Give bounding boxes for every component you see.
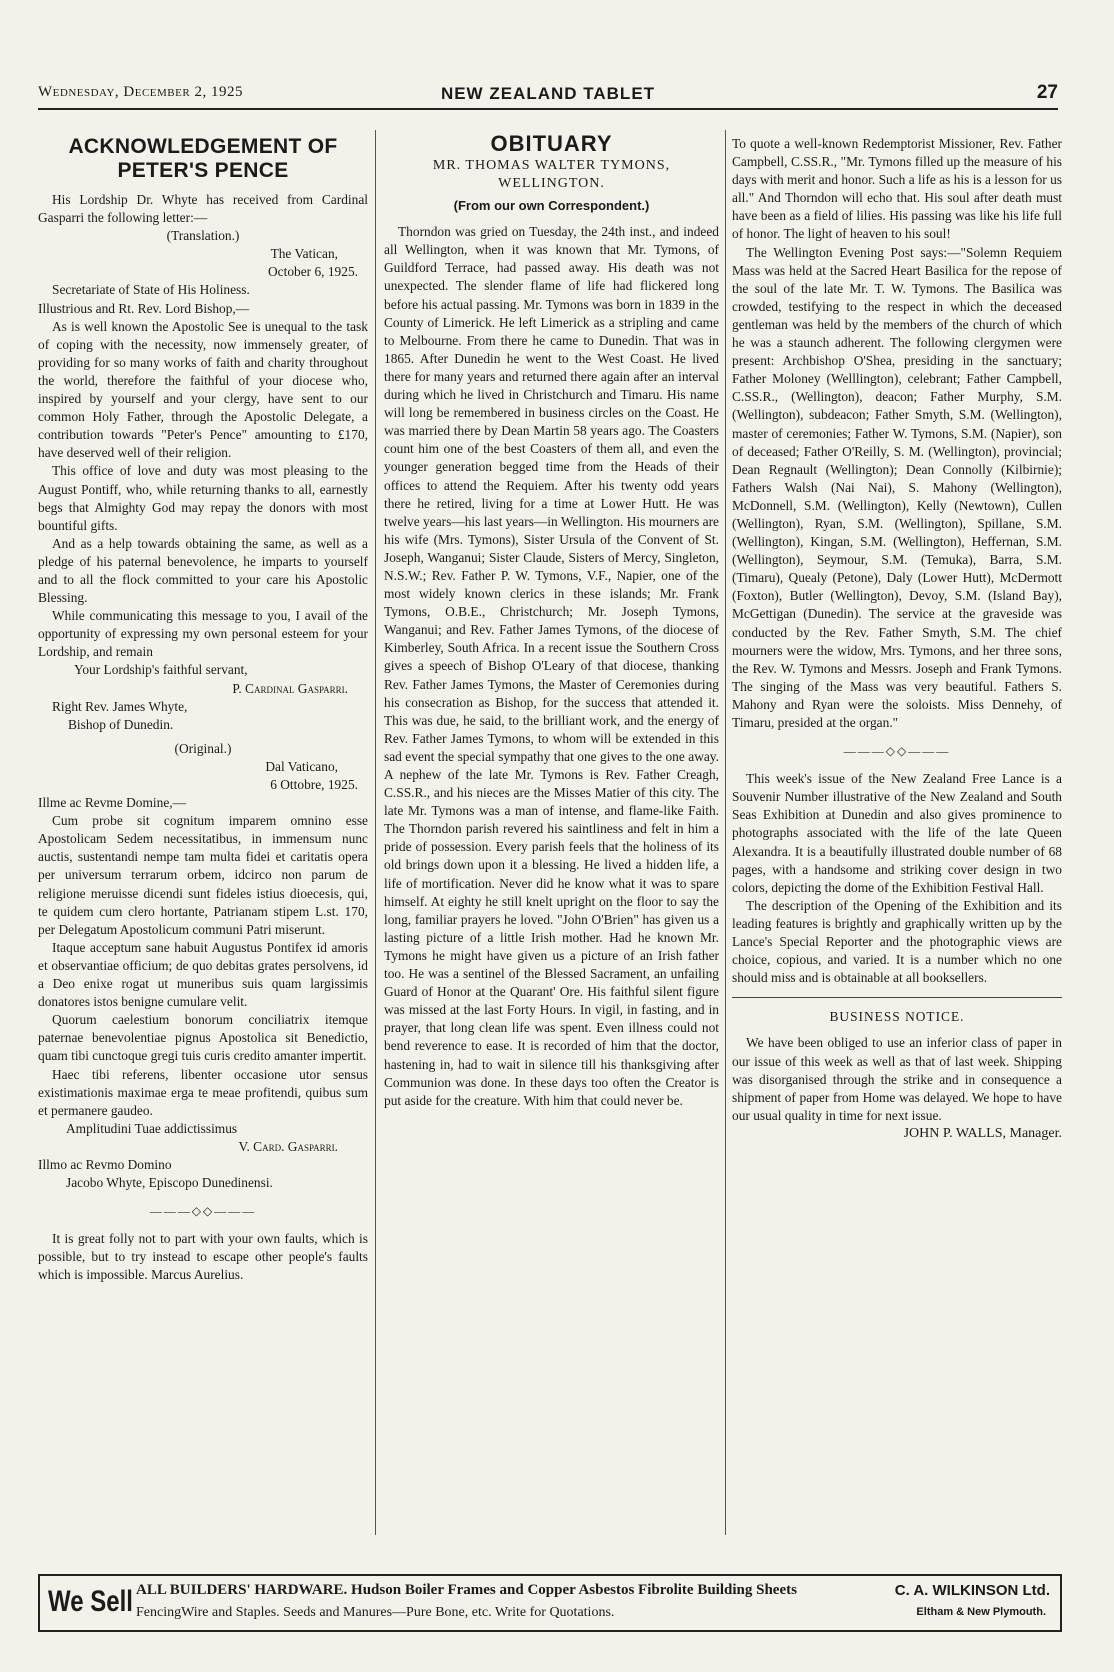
issue-date: Wednesday, December 2, 1925 [38, 84, 243, 100]
ad-company: C. A. WILKINSON Ltd. [894, 1582, 1050, 1599]
column-divider [375, 130, 376, 1535]
article-title: OBITUARY [490, 131, 613, 156]
business-notice-title: BUSINESS NOTICE. [829, 1009, 965, 1025]
publication-title: NEW ZEALAND TABLET [440, 84, 656, 103]
paragraph: The description of the Opening of the Exhibition and its leading features is brightly and graphically written up by the Lance's Special Reporter and the photographic views are choice, copious, and varied. It is a number which no one should miss and is obtainable at all booksellers. [732, 897, 1062, 986]
ad-line-1: ALL BUILDERS' HARDWARE. Hudson Boiler Frames and Copper Asbestos Fibrolite Building Sheets [136, 1582, 797, 1598]
section-rule [732, 997, 1062, 998]
column-divider [725, 130, 726, 1535]
page-number: 27 [1036, 82, 1058, 103]
paragraph: We have been obliged to use an inferior class of paper in our issue of this week as well as that of last week. Shipping was disorganised through the strike and in consequence a shipment of paper from Home was delayed. We hope to have our usual quality in time for next issue. [732, 1035, 1062, 1123]
article-title: ACKNOWLEDGEMENT OF PETER'S PENCE [68, 135, 338, 182]
signature: P. Cardinal Gasparri. [232, 680, 348, 696]
ad-we-sell: We Sell [48, 1585, 133, 1618]
paragraph: Quorum caelestium bonorum conciliatrix itemque paternae benevolentiae pignus Apostolica sit Benedictio, quam tibi cunctoque gregi tuis curis credito amanter impertit. [38, 1012, 368, 1064]
paragraph: Haec tibi referens, libenter occasione utor sensus existimationis maximae erga te meae profitendi, quibus sum et permanere gaudeo. [38, 1066, 368, 1118]
translation-label: (Translation.) [166, 228, 240, 244]
paragraph: And as a help towards obtaining the same, as well as a pledge of his paternal benevolence, he imparts to yourself and to all the flock committed to your care his Apostolic Blessing. [38, 535, 368, 606]
salutation: Illustrious and Rt. Rev. Lord Bishop,— [38, 300, 250, 316]
letter-date: 6 Ottobre, 1925. [270, 777, 358, 792]
letter-date: October 6, 1925. [268, 264, 358, 280]
ornament-divider: ———◇◇——— [843, 744, 951, 759]
salutation: Illme ac Revme Domine,— [38, 795, 186, 811]
addressee: Illmo ac Revmo Domino [38, 1156, 172, 1172]
addressee: Right Rev. James Whyte, [52, 698, 188, 714]
paragraph: To quote a well-known Redemptorist Missioner, Rev. Father Campbell, C.SS.R., "Mr. Tymons filled up the measure of his days with merit and honor. Such a life as his is a lesson for us all." And Thorndon will echo that. His soul after death must have been as a field of lilies. His passing was like his life full of honor. The light of heaven to his soul! [732, 136, 1062, 242]
ad-address: Eltham & New Plymouth. [916, 1606, 1046, 1618]
article-subtitle: MR. THOMAS WALTER TYMONS, [432, 158, 671, 174]
article-peters-pence [38, 135, 368, 1285]
correspondent-label: (From our own Correspondent.) [453, 198, 650, 214]
addressee: Jacobo Whyte, Episcopo Dunedinensi. [66, 1175, 273, 1191]
paragraph: As is well known the Apostolic See is unequal to the task of coping with the necessity, now immensely greater, of providing for so many works of faith and charity throughout the world, therefore the faithful of your diocese who, inspired by yourself and your clergy, have sent to our common Holy Father, through the Apostolic Delegate, a contribution towards "Peter's Pence" amounting to £170, have deserved well of their religion. [38, 318, 368, 461]
closing: Amplitudini Tuae addictissimus [66, 1120, 238, 1136]
quote: It is great folly not to part with your own faults, which is possible, but to try instead to escape other people's faults which is impossible. Marcus Aurelius. [38, 1231, 368, 1283]
article-continued [732, 135, 1062, 1143]
paragraph: Thorndon was gried on Tuesday, the 24th inst., and indeed all Wellington, when it was known that Mr. Tymons, of Guildford Terrace, had passed away. His death was not unexpected. The slender flame of life had flickered long before his actual passing. Mr. Tymons was born in 1839 in the County of Limerick. He left Limerick as a stripling and came to Melbourne. From there he came to Dunedin. That was in 1865. After Dunedin he went to the West Coast. He lived there for many years and returned there again after an interval during which he lived in Christchurch and Timaru. His name will long be remembered in business circles on the Coast. He was married there by Dean Martin 58 years ago. The Coasters count him one of the best Coasters of them all, and even the younger generation begged time from the Heads of their offices to attend the Requiem. After his twenty odd years there he retired, living for a time at Lower Hutt. He was twelve years—his last years—in Wellington. His mourners are his wife (Mrs. Tymons), Sister Ursula of the Convent of St. Joseph, Wanganui; Sister Claude, Sisters of Mercy, Singleton, N.S.W.; Rev. Father P. W. Tymons, V.F., Napier, one of the most widely known clerics in these islands; Mr. Frank Tymons, O.B.E., Christchurch; Mr. Joseph Tymons, Wanganui; and Rev. Father James Tymons, of the diocese of Kimberley, South Africa. In a recent issue the Southern Cross gives a speech of Bishop O'Leary of that diocese, thanking Rev. Father James Tymons, the Master of Ceremonies during his consecration as Bishop, for the success that attended it. This was due, he said, to the brilliant work, and the energy of Rev. Father James Tymons, to whom will be extended in this sad event the special sympathy that one gives to the one away. A nephew of the late Mr. Tymons is Rev. Father Creagh, C.SS.R., and his nieces are the Misses Matier of this city. The late Mr. Tymons was a man of intense, and flame-like Faith. The Thorndon parish revered his saintliness and felt in him a pride of possession. Every parish feels that the holiness of its old brings down upon it a blessing. He lived a hidden life, a life of mortification. Never did he know what it was to spare himself. At eighty he still knelt upright on the floor to say the long, familiar prayers he loved. "John O'Brien" has given us a lasting picture of a little Irish mother. Had he known Mr. Tymons he might have given us a picture of an Irish father too. He was a sentinel of the Blessed Sacrament, an unfailing Guard of Honor at the Quarant' Ore. His faithful silent figure was missed at the last Forty Hours. In vigil, in fasting, and in prayer, that long clean life was spent. Even illness could not bend reverence to ease. It is recorded of him that the doctor, hastening in, had to wait in silence till his thanksgiving after Communion was done. In these days too often the Creator is put aside for the creature. With him that could never be. [384, 224, 719, 1108]
paragraph: This office of love and duty was most pleasing to the August Pontiff, who, while returning thanks to all, earnestly begs that Almighty God may repay the donors with most bountiful gifts. [38, 463, 368, 533]
ornament-divider: ———◇◇——— [149, 1204, 257, 1219]
paragraph: The Wellington Evening Post says:—"Solemn Requiem Mass was held at the Sacred Heart Basilica for the repose of the soul of the late Mr. T. W. Tymons. The Basilica was crowded, testifying to the respect in which the deceased gentleman was held by the members of the church of which he was a staunch adherent. The following clergymen were present: Archbishop O'Shea, presiding in the sanctuary; Father Moloney (Welllington), celebrant; Father Campbell, C.SS.R., (Wellington), deacon; Father Murphy, S.M. (Wellington), subdeacon; Father Smyth, S.M. (Wellington), master of ceremonies; Father W. Tymons, S.M. (Napier), son of deceased; Father O'Reilly, S. M. (Wellington), provincial; Dean Regnault (Wellington); Dean Connolly (Kilbirnie); Fathers Walsh (Nai Nai), S. Mahony (Wellington), McDonnell, S.M. (Wellington), Kelly (Newtown), Cullen (Wellington), Ryan, S.M. (Wellington), Spillane, S.M. (Wellington), Kingan, S.M. (Wellington), Heffernan, S.M. (Wellington), Seymour, S.M. (Temuka), Barra, S.M. (Timaru), Quealy (Petone), Daly (Lower Hutt), McDermott (Foxton), Butler (Wellington), Devoy, S.M. (Island Bay), McGettigan (Dunedin). The service at the graveside was conducted by the Rev. Father Smyth, S.M. The chief mourners were the widow, Mrs. Tymons, and her three sons, the Rev. W. Tymons and Messrs. Joseph and Frank Tymons. The singing of the Mass was very beautiful. Fathers S. Mahony and Ryan were the soloists. Miss Dennehy, of Timaru, presided at the organ." [732, 244, 1062, 730]
paragraph: While communicating this message to you, I avail of the opportunity of expressing my own personal esteem for your Lordship, and remain [38, 608, 368, 660]
paragraph: This week's issue of the New Zealand Free Lance is a Souvenir Number illustrative of the New Zealand and South Seas Exhibition at Dunedin and also gives prominence to photographs associated with the life of the late Queen Alexandra. It is a beautifully illustrated double number of 68 pages, with a handsome and striking cover design in two colors, depicting the dome of the Exhibition Festival Hall. [732, 771, 1062, 895]
paragraph: His Lordship Dr. Whyte has received from Cardinal Gasparri the following letter:— [38, 192, 368, 226]
paragraph: Cum probe sit cognitum imparem omnino esse Apostolicam Sedem necessitatibus, in immensum nunc auctis, sustentandi nempe tam multa fidei et caritatis opera per universum terrarum orbem, idcirco non parum de religione meruisse dicendi sunt fideles istius dioecesis, qui, te quidem cum clero hortante, Patrianam stipem L.st. 170, per Delegatum Apostolicum communi Patri miserunt. [38, 813, 368, 937]
business-signature: JOHN P. WALLS, Manager. [903, 1125, 1062, 1141]
page-header [38, 84, 1058, 110]
paragraph: Secretariate of State of His Holiness. [52, 282, 250, 298]
ad-line-2: FencingWire and Staples. Seeds and Manures—Pure Bone, etc. Write for Quotations. [136, 1605, 615, 1620]
signature: V. Card. Gasparri. [238, 1138, 338, 1154]
letter-place: The Vatican, [270, 246, 338, 262]
article-subtitle: WELLINGTON. [498, 176, 605, 192]
original-label: (Original.) [174, 740, 232, 756]
addressee: Bishop of Dunedin. [68, 716, 174, 732]
article-obituary [384, 131, 719, 1110]
closing: Your Lordship's faithful servant, [74, 662, 248, 678]
paragraph: Itaque acceptum sane habuit Augustus Pontifex id amoris et observantiae officium; de quo debitas grates persolvens, id a Deo enixe rogat ut muneribus suis quam largissimis donatores istos benigne cumulare velit. [38, 939, 368, 1010]
advertisement-banner [38, 1574, 1062, 1632]
letter-place: Dal Vaticano, [265, 758, 338, 774]
